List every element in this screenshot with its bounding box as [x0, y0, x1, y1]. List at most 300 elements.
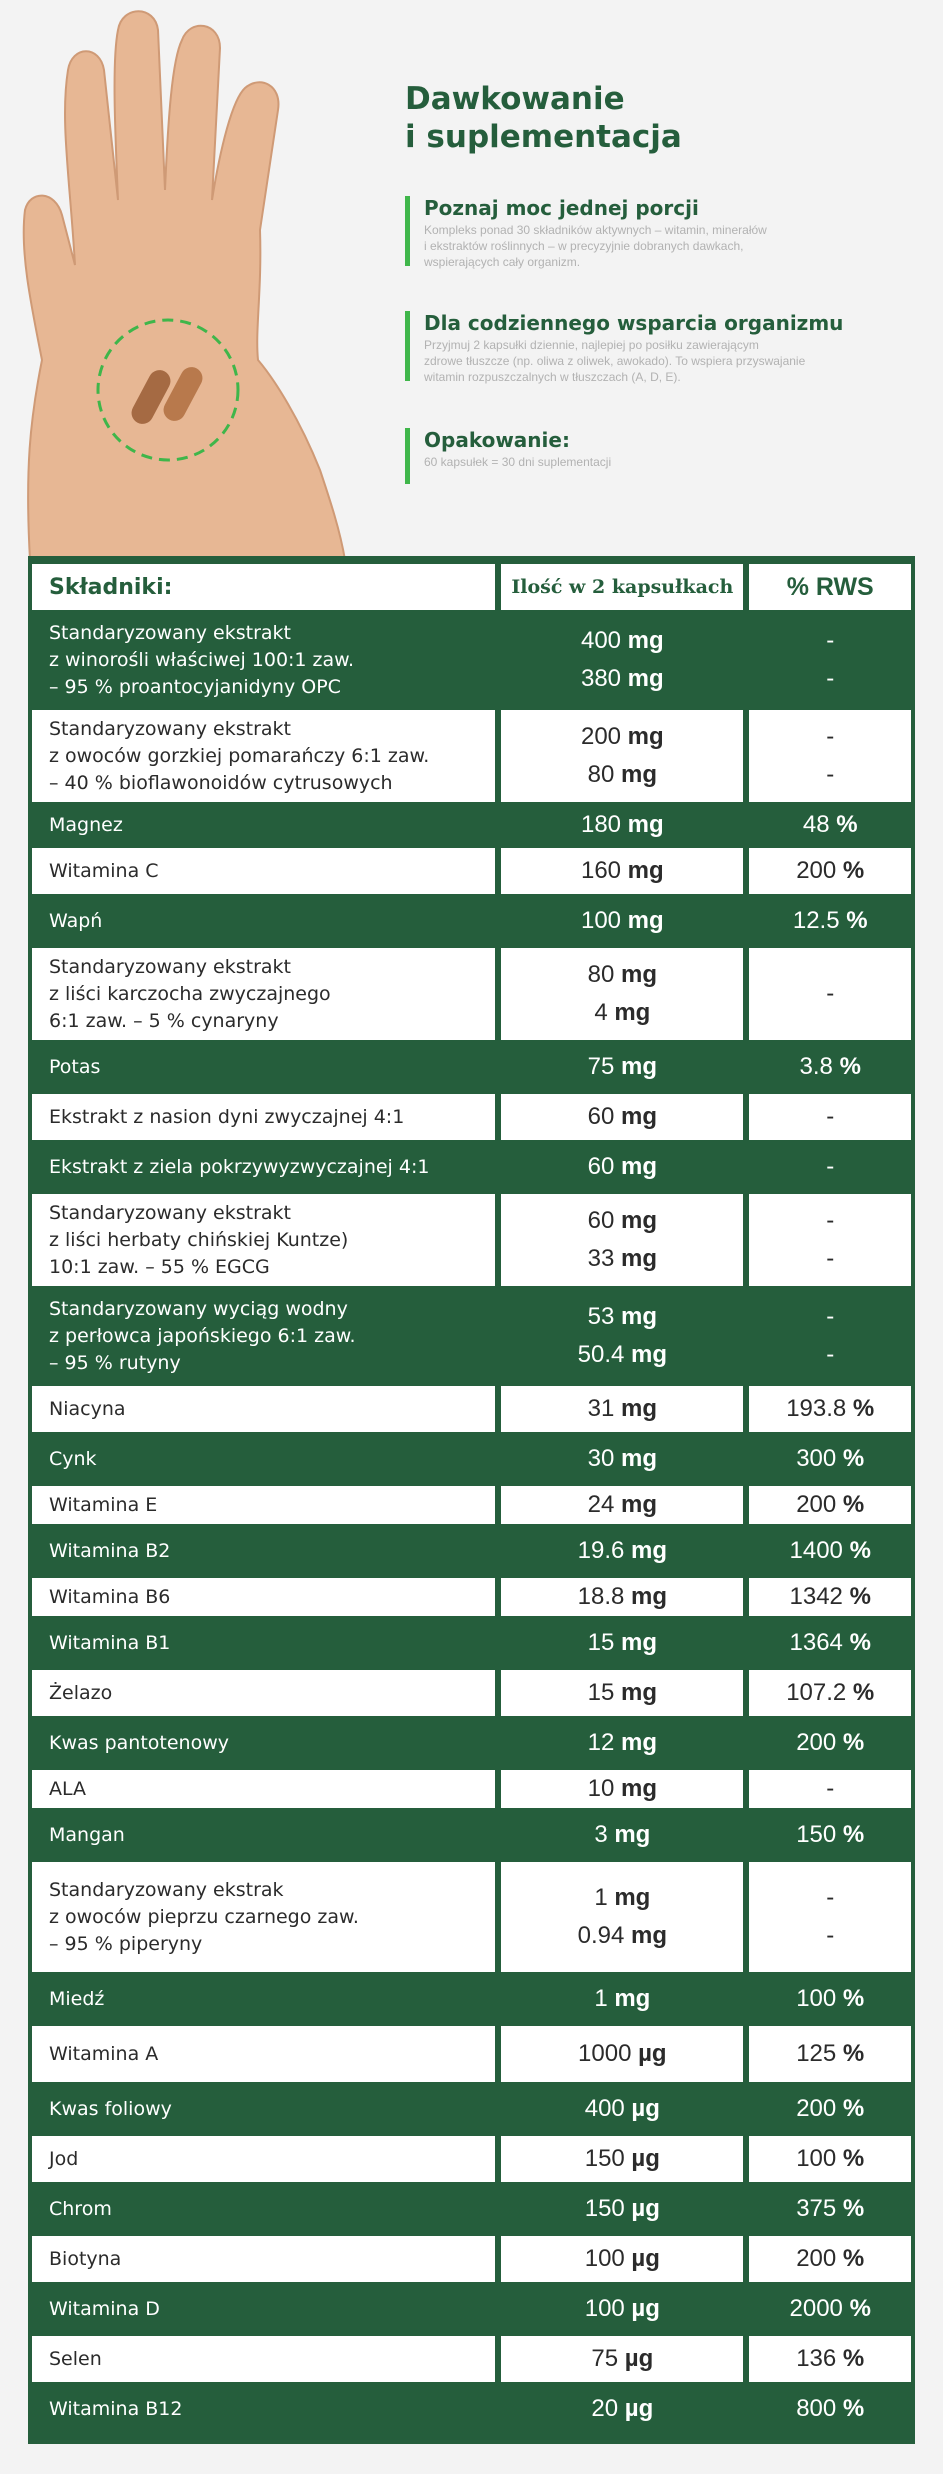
rws-cell	[743, 1436, 911, 1482]
ingredient-name	[32, 1670, 495, 1716]
rws-value	[749, 2240, 911, 2278]
hero-section	[0, 0, 943, 560]
ingredient-name-line: z liści herbaty chińskiej Kuntze)	[49, 1228, 349, 1251]
amount-value	[501, 2240, 743, 2278]
header-rws: % RWS	[743, 564, 911, 610]
amount-number: 18.8	[577, 1583, 625, 1610]
amount-unit: mg	[621, 857, 664, 884]
rws-percent-sign: %	[836, 1491, 865, 1518]
info-text: Kompleks ponad 30 składników aktywnych – witamin, minerałów i ekstraktów roślinnych – w precyzyjnie dobranych dawkach, wspierających cały organizm.	[424, 223, 767, 269]
table-row	[32, 1194, 911, 1286]
amount-number: 400	[584, 2095, 625, 2122]
amount-unit: mg	[614, 1395, 658, 1422]
amount-number: 60	[587, 1207, 615, 1234]
amount-value	[501, 2340, 743, 2378]
ingredient-name-line: Witamina B12	[49, 2397, 183, 2420]
rws-number: 193.8	[786, 1395, 847, 1422]
amount-value	[501, 1532, 743, 1570]
rws-cell	[743, 1094, 911, 1140]
table-row	[32, 1812, 911, 1858]
table-row	[32, 1976, 911, 2022]
rws-number: 136	[796, 2345, 837, 2372]
rws-value	[749, 1336, 911, 1374]
rws-value	[749, 902, 911, 940]
rws-value	[749, 756, 911, 794]
ingredient-name-line: Biotyna	[49, 2247, 122, 2270]
amount-cell	[495, 1386, 743, 1432]
rws-cell	[743, 1044, 911, 1090]
amount-cell	[495, 614, 743, 706]
rws-cell	[743, 1578, 911, 1616]
table-row	[32, 2286, 911, 2332]
table-row	[32, 1670, 911, 1716]
ingredient-name-line: Standaryzowany ekstrak	[49, 1878, 284, 1901]
rws-cell	[743, 2026, 911, 2082]
amount-number: 19.6	[577, 1537, 625, 1564]
amount-cell	[495, 1862, 743, 1972]
rws-number: -	[826, 1775, 835, 1802]
title-line-1: Dawkowanie	[405, 81, 625, 117]
rws-value	[749, 1770, 911, 1808]
rws-cell	[743, 1386, 911, 1432]
ingredient-name	[32, 614, 495, 706]
rws-cell	[743, 1770, 911, 1808]
ingredient-name-line: z perłowca japońskiego 6:1 zaw.	[49, 1324, 356, 1347]
ingredient-name	[32, 1578, 495, 1616]
amount-value	[501, 622, 743, 660]
table-row	[32, 848, 911, 894]
ingredient-name-line: Magnez	[49, 813, 123, 836]
amount-unit: mg	[621, 811, 664, 838]
rws-number: -	[826, 1341, 835, 1368]
rws-value	[749, 1202, 911, 1240]
amount-cell	[495, 2136, 743, 2182]
amount-number: 53	[587, 1303, 615, 1330]
ingredient-name-line: – 95 % rutyny	[49, 1351, 181, 1374]
amount-cell	[495, 1486, 743, 1524]
ingredient-name-line: Ekstrakt z ziela pokrzywyzwyczajnej 4:1	[49, 1155, 430, 1178]
rws-percent-sign: %	[836, 2145, 865, 2172]
amount-value	[501, 1486, 743, 1524]
info-heading: Dla codziennego wsparcia organizmu	[424, 311, 844, 335]
ingredient-name-line: 10:1 zaw. – 55 % EGCG	[49, 1255, 270, 1278]
amount-unit: µg	[624, 2145, 660, 2172]
amount-number: 20	[591, 2395, 619, 2422]
amount-value	[501, 852, 743, 890]
amount-number: 100	[584, 2245, 625, 2272]
rws-value	[749, 806, 911, 844]
ingredient-name	[32, 1144, 495, 1190]
info-text: Przyjmuj 2 kapsułki dziennie, najlepiej po posiłku zawierającym zdrowe tłuszcze (np. oliwa z oliwek, awokado). To wspiera przyswajanie witamin rozpuszczalnych w tłuszczach (A, D, E).	[424, 338, 806, 384]
rws-cell	[743, 1144, 911, 1190]
amount-number: 80	[587, 761, 615, 788]
rws-number: 200	[796, 1491, 837, 1518]
table-row	[32, 2236, 911, 2282]
ingredient-name	[32, 1094, 495, 1140]
amount-value	[501, 956, 743, 994]
ingredient-name-line: Witamina B1	[49, 1631, 171, 1654]
header-ingredients: Składniki:	[32, 564, 495, 610]
amount-value	[501, 2290, 743, 2328]
ingredient-name-line: Witamina B6	[49, 1585, 171, 1608]
amount-unit: mg	[607, 1985, 651, 2012]
rws-value	[749, 1578, 911, 1616]
table-row	[32, 2136, 911, 2182]
ingredients-table-frame	[28, 556, 915, 2444]
rws-number: -	[826, 1303, 835, 1330]
amount-value	[501, 1674, 743, 1712]
ingredient-name-line: Chrom	[49, 2197, 112, 2220]
rws-percent-sign: %	[842, 1537, 871, 1564]
amount-cell	[495, 2386, 743, 2432]
rws-percent-sign: %	[842, 1629, 871, 1656]
header-amount: Ilość w 2 kapsułkach	[495, 564, 743, 610]
ingredient-name-line: Kwas pantotenowy	[49, 1731, 229, 1754]
amount-number: 15	[587, 1679, 615, 1706]
table-row	[32, 1770, 911, 1808]
info-heading: Poznaj moc jednej porcji	[424, 196, 699, 220]
rws-number: 200	[796, 2095, 837, 2122]
rws-percent-sign: %	[836, 2345, 865, 2372]
table-row	[32, 1144, 911, 1190]
amount-unit: mg	[621, 627, 664, 654]
rws-cell	[743, 1976, 911, 2022]
ingredient-name	[32, 710, 495, 802]
rws-value	[749, 2090, 911, 2128]
amount-cell	[495, 2336, 743, 2382]
amount-value	[501, 1048, 743, 1086]
amount-cell	[495, 806, 743, 844]
amount-unit: mg	[614, 1153, 658, 1180]
amount-unit: mg	[614, 761, 658, 788]
amount-cell	[495, 1094, 743, 1140]
rws-percent-sign: %	[836, 1729, 865, 1756]
table-row	[32, 2386, 911, 2432]
ingredient-name	[32, 2236, 495, 2282]
ingredient-name-line: – 95 % proantocyjanidyny OPC	[49, 675, 341, 698]
ingredient-name	[32, 2386, 495, 2432]
rws-cell	[743, 948, 911, 1040]
amount-number: 30	[587, 1445, 615, 1472]
amount-value	[501, 1148, 743, 1186]
rws-value	[749, 2290, 911, 2328]
rws-value	[749, 1917, 911, 1955]
rws-number: -	[826, 1245, 835, 1272]
amount-cell	[495, 2026, 743, 2082]
amount-cell	[495, 2186, 743, 2232]
table-row	[32, 1528, 911, 1574]
ingredient-name-line: Miedź	[49, 1987, 105, 2010]
amount-value	[501, 1202, 743, 1240]
ingredient-name	[32, 2086, 495, 2132]
rws-number: 125	[796, 2040, 837, 2067]
ingredient-name	[32, 1528, 495, 1574]
rws-percent-sign: %	[836, 1985, 865, 2012]
amount-number: 75	[587, 1053, 615, 1080]
ingredient-name-line: Wapń	[49, 909, 103, 932]
amount-unit: mg	[614, 1491, 658, 1518]
amount-value	[501, 2390, 743, 2428]
ingredient-name-line: Witamina B2	[49, 1539, 171, 1562]
rws-percent-sign: %	[832, 1053, 861, 1080]
amount-cell	[495, 1812, 743, 1858]
rws-percent-sign: %	[842, 2295, 871, 2322]
ingredient-name-line: ALA	[49, 1777, 87, 1800]
ingredient-name	[32, 1290, 495, 1382]
ingredient-name-line: Jod	[49, 2147, 79, 2170]
rws-value	[749, 1148, 911, 1186]
table-row	[32, 898, 911, 944]
info-block-daily	[405, 311, 894, 384]
rws-percent-sign: %	[836, 1821, 865, 1848]
amount-cell	[495, 2086, 743, 2132]
ingredient-name	[32, 948, 495, 1040]
table-row	[32, 1386, 911, 1432]
amount-unit: mg	[624, 1922, 668, 1949]
amount-number: 12	[587, 1729, 615, 1756]
rws-cell	[743, 2186, 911, 2232]
rws-number: 1400	[789, 1537, 843, 1564]
rws-cell	[743, 710, 911, 802]
rws-percent-sign: %	[836, 2195, 865, 2222]
table-row	[32, 1290, 911, 1382]
rws-value	[749, 1440, 911, 1478]
amount-value	[501, 718, 743, 756]
amount-unit: mg	[621, 907, 664, 934]
amount-number: 3	[594, 1821, 608, 1848]
rws-percent-sign: %	[836, 1445, 865, 1472]
rws-value	[749, 1674, 911, 1712]
amount-unit: mg	[614, 1053, 658, 1080]
amount-cell	[495, 1290, 743, 1382]
amount-cell	[495, 1436, 743, 1482]
amount-number: 1000	[578, 2040, 632, 2067]
rws-number: 100	[796, 1985, 837, 2012]
rws-percent-sign: %	[836, 2395, 865, 2422]
rws-cell	[743, 2086, 911, 2132]
table-row	[32, 2336, 911, 2382]
ingredient-name-line: Ekstrakt z nasion dyni zwyczajnej 4:1	[49, 1105, 405, 1128]
ingredient-name-line: Witamina A	[49, 2042, 159, 2065]
rws-number: 800	[796, 2395, 837, 2422]
rws-number: 300	[796, 1445, 837, 1472]
rws-value	[749, 718, 911, 756]
ingredient-name-line: Mangan	[49, 1823, 125, 1846]
amount-unit: mg	[607, 1821, 651, 1848]
rws-value	[749, 1816, 911, 1854]
ingredient-name	[32, 1720, 495, 1766]
rws-value	[749, 622, 911, 660]
amount-cell	[495, 1770, 743, 1808]
ingredient-name-line: z owoców pieprzu czarnego zaw.	[49, 1905, 359, 1928]
amount-cell	[495, 1620, 743, 1666]
rws-value	[749, 1486, 911, 1524]
rws-value	[749, 2390, 911, 2428]
amount-unit: mg	[621, 665, 664, 692]
amount-value	[501, 2140, 743, 2178]
rws-cell	[743, 1290, 911, 1382]
amount-value	[501, 994, 743, 1032]
table-row	[32, 1486, 911, 1524]
amount-number: 60	[587, 1103, 615, 1130]
amount-unit: mg	[614, 1775, 658, 1802]
rws-value	[749, 975, 911, 1013]
table-row	[32, 1720, 911, 1766]
rws-cell	[743, 614, 911, 706]
amount-number: 200	[580, 723, 622, 750]
ingredient-name	[32, 1620, 495, 1666]
ingredient-name	[32, 1386, 495, 1432]
rws-number: 200	[796, 1729, 837, 1756]
ingredient-name-line: 6:1 zaw. – 5 % cynaryny	[49, 1009, 279, 1032]
amount-cell	[495, 2286, 743, 2332]
rws-percent-sign: %	[836, 2245, 865, 2272]
amount-cell	[495, 1194, 743, 1286]
rws-number: 48	[802, 811, 830, 838]
amount-value	[501, 1624, 743, 1662]
table-header-row	[32, 564, 911, 610]
amount-unit: mg	[614, 1103, 658, 1130]
ingredient-name	[32, 2136, 495, 2182]
table-row	[32, 2086, 911, 2132]
rws-value	[749, 1624, 911, 1662]
amount-value	[501, 1298, 743, 1336]
ingredient-name-line: – 40 % bioflawonoidów cytrusowych	[49, 771, 393, 794]
rws-number: 12.5	[792, 907, 840, 934]
rws-value	[749, 852, 911, 890]
ingredient-name-line: Selen	[49, 2347, 102, 2370]
ingredient-name-line: z winorośli właściwej 100:1 zaw.	[49, 648, 355, 671]
table-row	[32, 2186, 911, 2232]
rws-number: 375	[796, 2195, 837, 2222]
rws-cell	[743, 1194, 911, 1286]
rws-cell	[743, 1670, 911, 1716]
ingredient-name	[32, 2286, 495, 2332]
rws-number: 1342	[789, 1583, 843, 1610]
amount-number: 4	[594, 999, 608, 1026]
amount-number: 180	[580, 811, 622, 838]
amount-cell	[495, 710, 743, 802]
page-title	[405, 80, 682, 156]
ingredients-table	[32, 560, 911, 2436]
amount-cell	[495, 1976, 743, 2022]
rws-percent-sign: %	[836, 2095, 865, 2122]
amount-unit: mg	[614, 1445, 658, 1472]
table-row	[32, 1578, 911, 1616]
amount-cell	[495, 1670, 743, 1716]
amount-unit: mg	[614, 1629, 658, 1656]
table-row	[32, 1436, 911, 1482]
amount-unit: mg	[614, 1207, 658, 1234]
ingredient-name	[32, 2336, 495, 2382]
rws-value	[749, 1298, 911, 1336]
amount-unit: mg	[624, 1583, 668, 1610]
amount-number: 1	[594, 1884, 608, 1911]
amount-cell	[495, 948, 743, 1040]
rws-percent-sign: %	[836, 2040, 865, 2067]
rws-percent-sign: %	[836, 857, 865, 884]
amount-number: 50.4	[577, 1341, 625, 1368]
ingredient-name	[32, 1770, 495, 1808]
rws-number: 200	[796, 2245, 837, 2272]
ingredient-name-line: z liści karczocha zwyczajnego	[49, 982, 331, 1005]
amount-number: 80	[587, 961, 615, 988]
ingredient-name	[32, 806, 495, 844]
amount-number: 150	[584, 2145, 625, 2172]
title-line-2: i suplementacja	[405, 119, 682, 155]
rws-value	[749, 2190, 911, 2228]
table-row	[32, 948, 911, 1040]
table-row	[32, 2026, 911, 2082]
info-heading: Opakowanie:	[424, 428, 570, 452]
amount-number: 33	[587, 1245, 615, 1272]
amount-unit: mg	[624, 1341, 668, 1368]
ingredient-name-line: Niacyna	[49, 1397, 126, 1420]
rws-cell	[743, 1620, 911, 1666]
rws-cell	[743, 2336, 911, 2382]
amount-number: 100	[580, 907, 622, 934]
rws-cell	[743, 2386, 911, 2432]
amount-cell	[495, 1044, 743, 1090]
amount-unit: mg	[614, 1245, 658, 1272]
ingredient-name-line: Standaryzowany ekstrakt	[49, 621, 292, 644]
ingredient-name	[32, 1862, 495, 1972]
amount-value	[501, 1240, 743, 1278]
amount-number: 380	[580, 665, 622, 692]
amount-value	[501, 806, 743, 844]
rws-percent-sign: %	[846, 1679, 875, 1706]
rws-number: 100	[796, 2145, 837, 2172]
amount-value	[501, 1917, 743, 1955]
rws-number: -	[826, 1884, 835, 1911]
rws-number: 107.2	[786, 1679, 847, 1706]
rws-cell	[743, 2286, 911, 2332]
amount-value	[501, 1770, 743, 1808]
rws-percent-sign: %	[829, 811, 858, 838]
ingredient-name	[32, 1044, 495, 1090]
ingredient-name	[32, 848, 495, 894]
amount-value	[501, 660, 743, 698]
amount-number: 15	[587, 1629, 615, 1656]
rws-percent-sign: %	[846, 1395, 875, 1422]
amount-cell	[495, 898, 743, 944]
rws-number: 150	[796, 1821, 837, 1848]
amount-cell	[495, 848, 743, 894]
rws-percent-sign: %	[839, 907, 868, 934]
ingredient-name	[32, 1976, 495, 2022]
rws-number: 200	[796, 857, 837, 884]
ingredient-name-line: Standaryzowany ekstrakt	[49, 717, 292, 740]
rws-cell	[743, 1812, 911, 1858]
rws-number: -	[826, 980, 835, 1007]
amount-unit: mg	[614, 961, 658, 988]
ingredient-name	[32, 898, 495, 944]
amount-unit: mg	[607, 999, 651, 1026]
amount-value	[501, 1390, 743, 1428]
amount-value	[501, 1724, 743, 1762]
amount-unit: mg	[607, 1884, 651, 1911]
table-row	[32, 710, 911, 802]
rws-cell	[743, 1486, 911, 1524]
amount-value	[501, 1336, 743, 1374]
amount-value	[501, 1816, 743, 1854]
amount-unit: µg	[624, 2095, 660, 2122]
rws-cell	[743, 806, 911, 844]
rws-value	[749, 1980, 911, 2018]
amount-cell	[495, 1144, 743, 1190]
amount-value	[501, 1440, 743, 1478]
amount-unit: µg	[624, 2195, 660, 2222]
